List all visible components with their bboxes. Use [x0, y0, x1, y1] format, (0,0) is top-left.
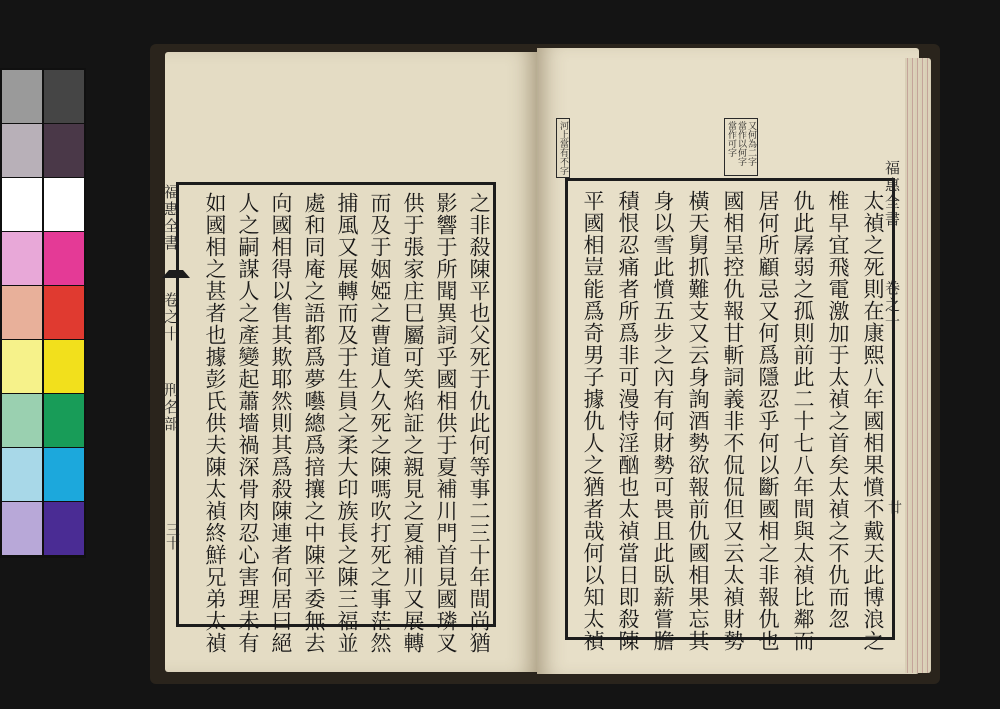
color-swatch — [44, 502, 84, 555]
right-header-title: 福惠全書 — [883, 160, 901, 228]
hanshin-margin — [160, 182, 178, 627]
right-text-column: 身以雪此憤五步之內有何財勢可畏且此臥薪嘗膽 — [651, 190, 675, 652]
left-text-column: 向國相得以售其欺耶然則其爲殺陳連者何居曰絕 — [269, 192, 293, 654]
margin-note: 又何為二字當作以何字當作可字 — [724, 118, 758, 176]
left-text-column: 而及于姻婭之曹道人久死之陳嗎吹打死之事茫然 — [368, 192, 392, 654]
left-text-column: 供于張家庄巳屬可笑焰証之親見之夏補川又展轉 — [401, 192, 425, 654]
right-text-column: 椎早宜飛電激加于太禎之首矣太禎之不仇而忽 — [826, 190, 850, 630]
left-text-column: 之非殺陳平也父死于仇此何等事二三十年間尚猶 — [467, 192, 491, 654]
color-swatch — [2, 502, 42, 555]
gray-swatch — [2, 178, 42, 231]
color-swatch — [44, 232, 84, 285]
left-text-column: 如國相之甚者也據彭氏供夫陳太禎終鮮兄弟太禎 — [203, 192, 227, 654]
page-edges — [905, 58, 931, 673]
right-text-column: 積恨忍痛者所爲非可漫恃淫酗也太禎當日即殺陳 — [616, 190, 640, 652]
right-text-column: 仇此孱弱之孤則前此二十七八年間與太禎比鄰而 — [791, 190, 815, 652]
color-swatch — [44, 286, 84, 339]
gray-swatch — [44, 178, 84, 231]
color-swatch — [44, 340, 84, 393]
left-text-column: 處和同庵之語都爲夢囈總爲揞攘之中陳平委無去 — [302, 192, 326, 654]
left-folio: 三十 — [164, 522, 180, 550]
color-swatch — [2, 448, 42, 501]
color-calibration-strip — [0, 68, 86, 558]
color-swatch — [2, 232, 42, 285]
gray-swatch — [44, 70, 84, 123]
gray-swatch — [2, 70, 42, 123]
gray-swatch — [44, 124, 84, 177]
left-text-column: 影響于所聞異詞乎國相供于夏補川門首見國璘叉 — [434, 192, 458, 654]
color-swatch — [44, 394, 84, 447]
right-text-column: 橫天舅抓難支又云身詢酒勢欲報前仇國相果忘其 — [686, 190, 710, 652]
left-header-title: 福惠全書 — [162, 184, 180, 252]
right-text-column: 平國相豈能爲奇男子據仇人之猶者哉何以知太禎 — [581, 190, 605, 652]
right-text-column: 國相呈控仇報甘斬詞義非不侃侃但又云太禎財勢 — [721, 190, 745, 652]
fishtail-mark — [162, 270, 190, 278]
right-folio: 廿 — [886, 500, 902, 514]
right-text-column: 居何所顧忌又何爲隱忍乎何以斷國相之非報仇也 — [756, 190, 780, 652]
left-text-column: 人之嗣謀人之產變起蕭墻禍深骨肉忍心害理未有 — [236, 192, 260, 654]
right-text-column: 太禎之死則在康熙八年國相果憤不戴天此博浪之 — [861, 190, 885, 652]
left-header-volume: 卷之十 — [162, 292, 180, 343]
left-text-column: 捕風又展轉而及于生員之柔大印族長之陳三福並 — [335, 192, 359, 654]
margin-note: 河上當有不字 — [556, 118, 570, 178]
color-swatch — [2, 340, 42, 393]
color-swatch — [2, 286, 42, 339]
color-swatch — [44, 448, 84, 501]
gray-swatch — [2, 124, 42, 177]
color-swatch — [2, 394, 42, 447]
left-header-section: 刑名部 — [162, 382, 180, 433]
right-header-volume: 卷之十 — [883, 280, 901, 331]
